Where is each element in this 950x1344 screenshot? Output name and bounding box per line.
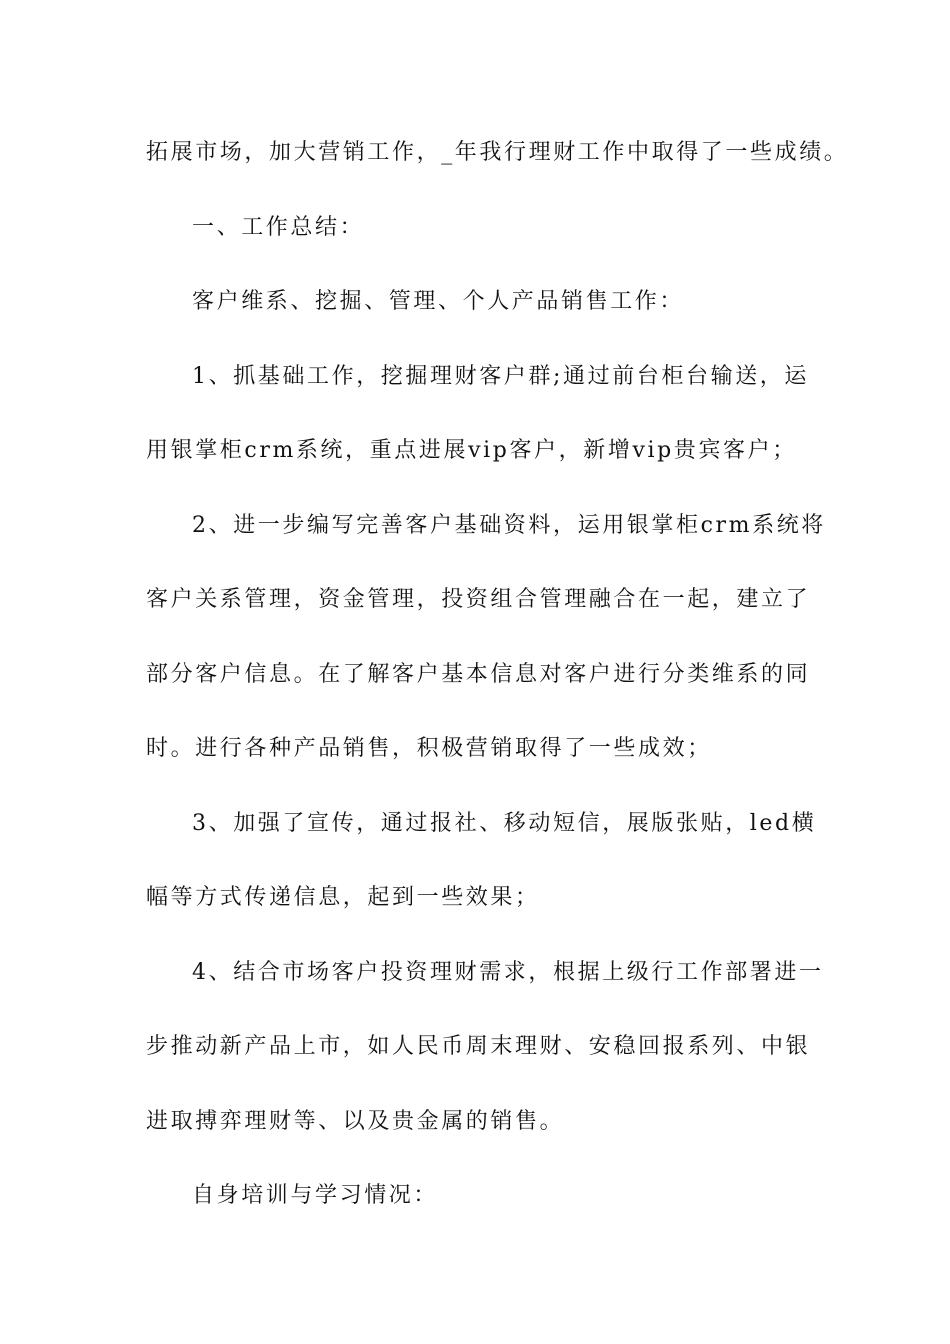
text-line: 步推动新产品上市，如人民币周末理财、安稳回报系列、中银 [146,1034,811,1059]
text-line: 拓展市场，加大营销工作，_年我行理财工作中取得了一些成绩。 [146,140,849,165]
section-heading: 一、工作总结： [192,215,365,240]
text-line: 3、加强了宣传，通过报社、移动短信，展版张贴，led横 [192,811,817,836]
text-line: 进取搏弈理财等、以及贵金属的销售。 [146,1109,565,1134]
text-line: 2、进一步编写完善客户基础资料，运用银掌柜crm系统将 [192,513,826,538]
text-line: 客户关系管理，资金管理，投资组合管理融合在一起，建立了 [146,587,811,612]
subsection-heading: 客户维系、挖掘、管理、个人产品销售工作： [192,289,685,314]
text-line: 1、抓基础工作，挖掘理财客户群;通过前台柜台输送，运 [192,364,810,389]
subsection-heading: 自身培训与学习情况： [192,1183,439,1208]
text-line: 部分客户信息。在了解客户基本信息对客户进行分类维系的同 [146,662,811,687]
text-line: 4、结合市场客户投资理财需求，根据上级行工作部署进一 [192,960,824,985]
text-line: 幅等方式传递信息，起到一些效果； [146,885,540,910]
text-line: 时。进行各种产品销售，积极营销取得了一些成效； [146,736,712,761]
text-line: 用银掌柜crm系统，重点进展vip客户，新增vip贵宾客户； [146,438,797,463]
